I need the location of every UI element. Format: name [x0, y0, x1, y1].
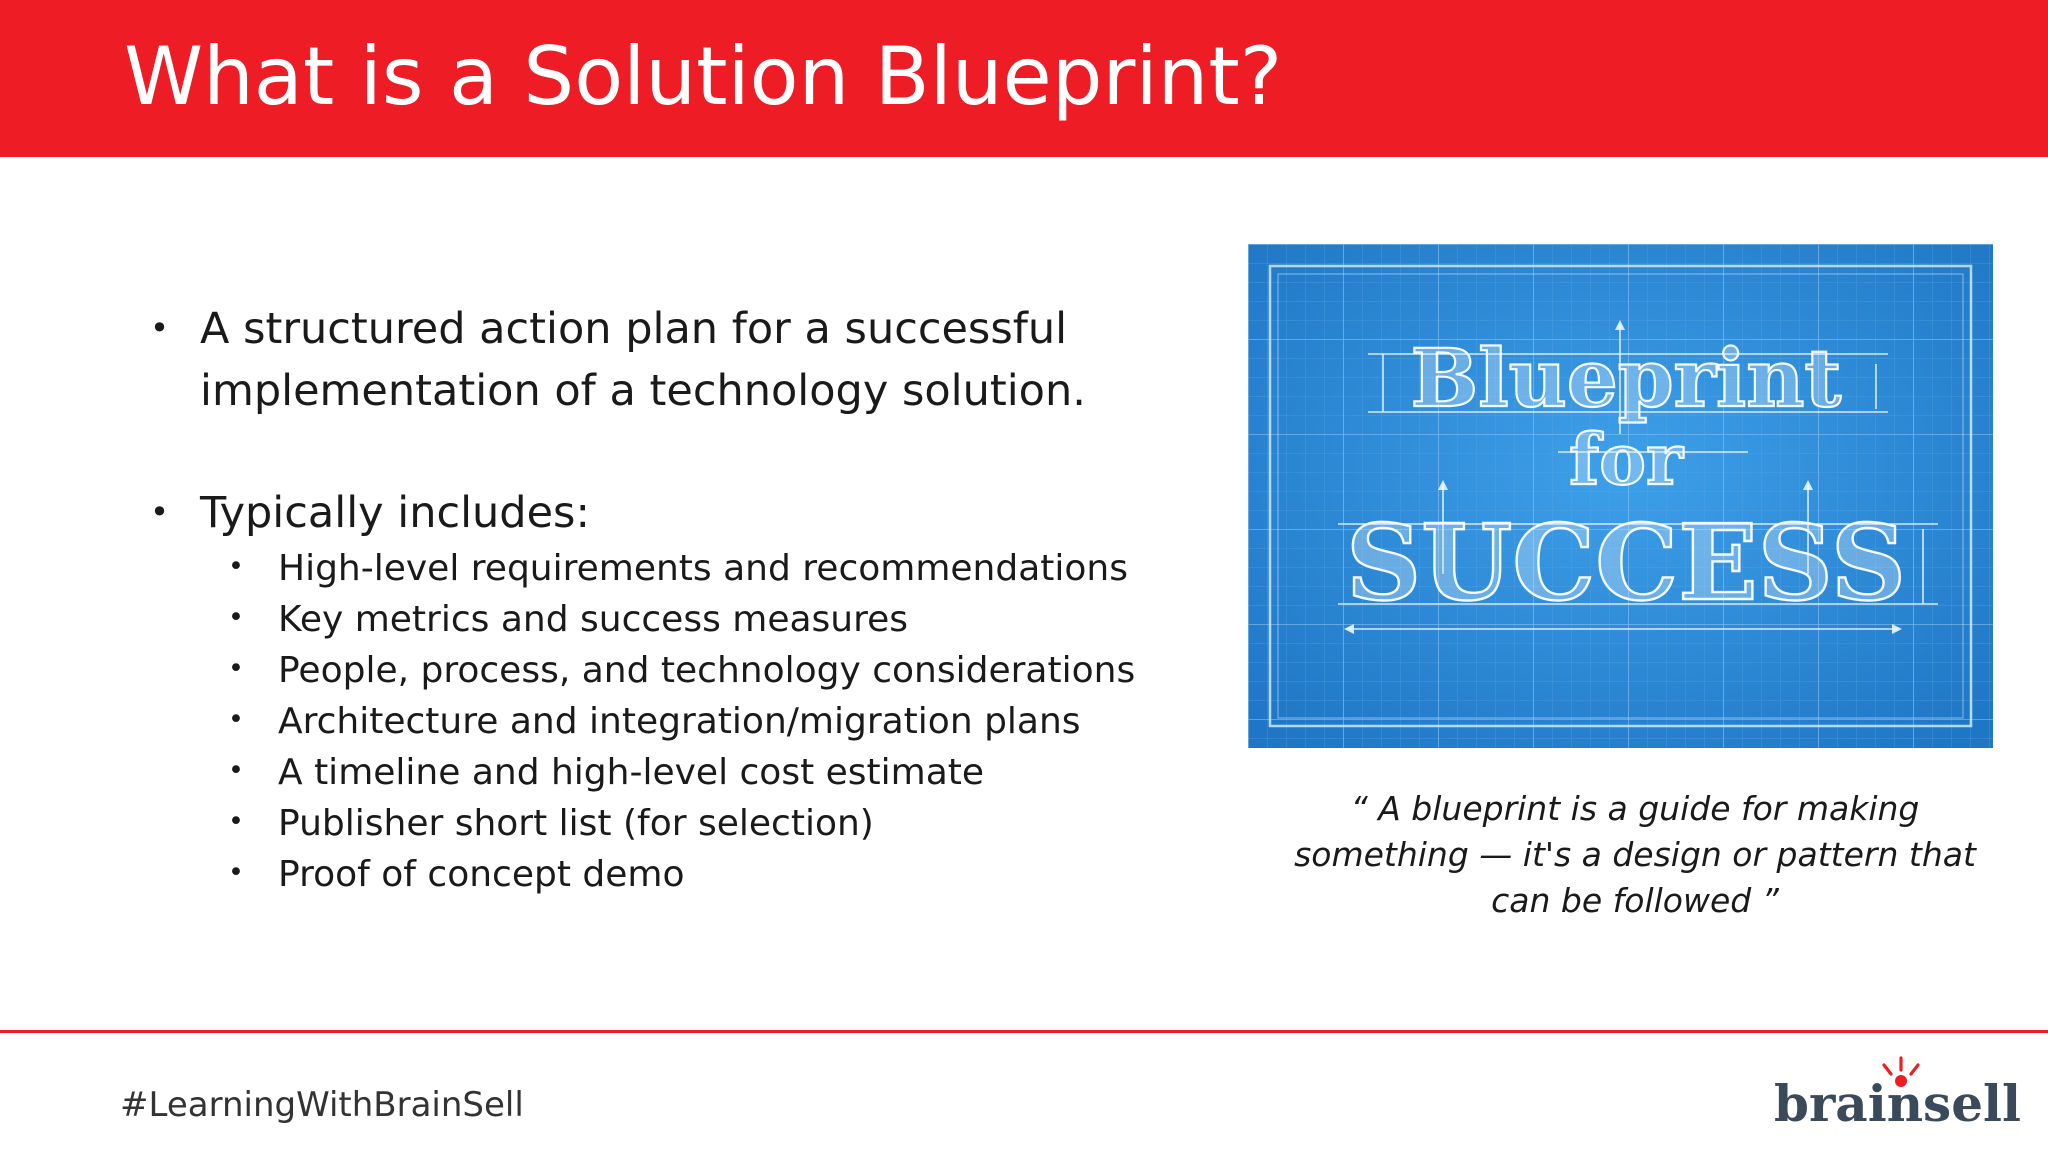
bullet-icon: •: [228, 652, 244, 684]
bullet-icon: •: [228, 550, 244, 582]
footer-hashtag: #LearningWithBrainSell: [120, 1085, 524, 1125]
sub-bullet-text: Architecture and integration/migration plans: [278, 701, 1081, 742]
blueprint-quote: “ A blueprint is a guide for making something — it's a design or pattern that can be followed ”: [1294, 789, 1976, 920]
sub-bullet-text: High-level requirements and recommendations: [278, 548, 1128, 589]
bullet-icon: •: [228, 805, 244, 837]
blueprint-illustration: [1248, 244, 1993, 748]
sub-bullet-text: Publisher short list (for selection): [278, 803, 874, 844]
bullet-text: Typically includes:: [200, 488, 590, 538]
blueprint-image: [1248, 244, 1993, 748]
blueprint-word-3: SUCCESS: [1346, 501, 1906, 624]
blueprint-word-1: Blueprint: [1410, 331, 1842, 425]
bullet-icon: •: [228, 601, 244, 633]
slide-title: What is a Solution Blueprint?: [124, 30, 1283, 123]
title-bar: [0, 0, 2048, 157]
blueprint-word-2: for: [1569, 418, 1683, 501]
bullet-icon: •: [228, 856, 244, 888]
brainsell-logo: [1774, 1048, 2021, 1133]
sub-bullet-text: People, process, and technology considerations: [278, 650, 1136, 691]
bullet-icon: •: [228, 703, 244, 735]
bullet-text: A structured action plan for a successful implementation of a technology solution.: [200, 304, 1086, 416]
bullet-icon: •: [228, 754, 244, 786]
sub-bullet-text: A timeline and high-level cost estimate: [278, 752, 985, 793]
logo-wordmark: brainsell: [1774, 1074, 2021, 1133]
footer-divider: [0, 1030, 2048, 1033]
sub-bullet-text: Proof of concept demo: [278, 854, 685, 895]
bullet-icon: •: [150, 492, 170, 531]
bullet-icon: •: [150, 308, 170, 347]
sub-bullet-text: Key metrics and success measures: [278, 599, 909, 640]
